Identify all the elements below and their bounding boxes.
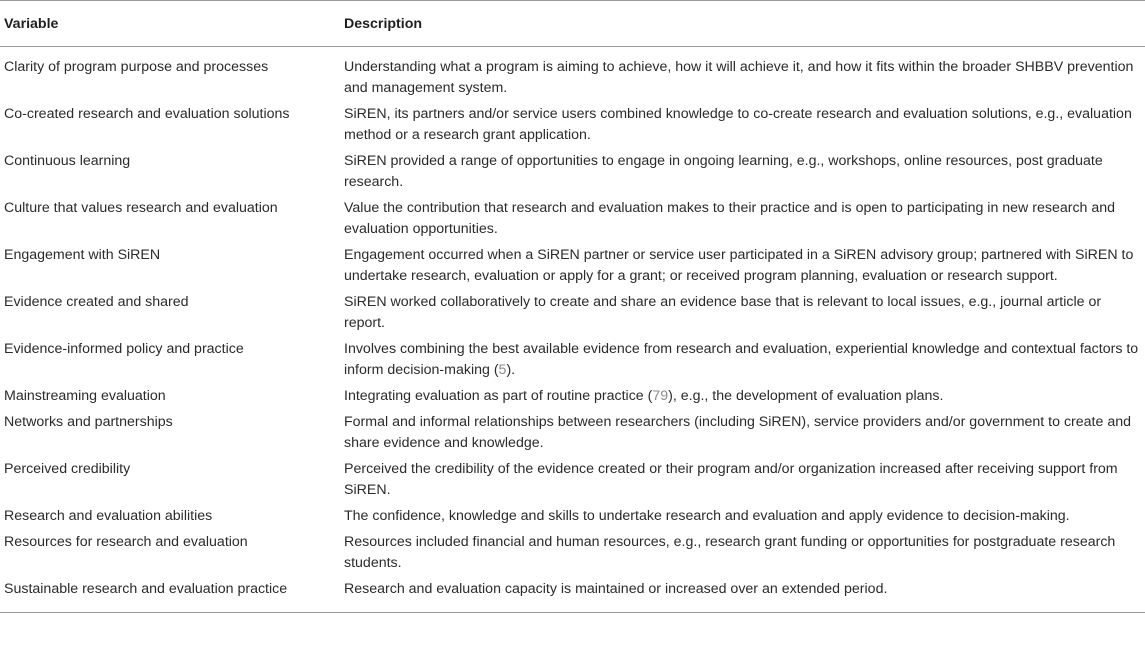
variable-cell: Evidence-informed policy and practice	[4, 341, 244, 357]
variable-cell: Clarity of program purpose and processes	[4, 59, 269, 75]
description-text: ).	[506, 362, 516, 378]
table-row	[0, 532, 1145, 579]
variable-cell: Sustainable research and evaluation practice	[0, 579, 344, 613]
variable-cell: Continuous learning	[4, 153, 131, 169]
citation-link[interactable]: 79	[652, 388, 669, 404]
description-cell: SiREN, its partners and/or service users combined knowledge to co-create research and evaluation solutions, e.g., evaluation method or a research grant application.	[344, 106, 1132, 143]
description-cell: Research and evaluation capacity is maintained or increased over an extended period.	[344, 579, 1145, 613]
table-row	[0, 151, 1145, 198]
table-row	[0, 506, 1145, 532]
variable-cell: Resources for research and evaluation	[4, 534, 248, 550]
table-row	[0, 198, 1145, 245]
table-row	[0, 104, 1145, 151]
description-cell: Engagement occurred when a SiREN partner or service user participated in a SiREN advisory group; partnered with SiREN to undertake research, evaluation or apply for a grant; or received program planning, evaluation or research support.	[344, 247, 1134, 284]
description-cell: Understanding what a program is aiming to achieve, how it will achieve it, and how it fits within the broader SHBBV prevention and management system.	[344, 59, 1134, 96]
variable-cell: Engagement with SiREN	[4, 247, 161, 263]
description-cell: The confidence, knowledge and skills to undertake research and evaluation and apply evidence to decision-making.	[344, 508, 1070, 524]
table-row	[0, 412, 1145, 459]
table-row	[0, 579, 1145, 613]
table-row	[0, 339, 1145, 386]
variable-cell: Co-created research and evaluation solutions	[4, 106, 290, 122]
table-row	[0, 47, 1145, 105]
variable-cell: Culture that values research and evaluation	[4, 200, 278, 216]
variable-cell: Research and evaluation abilities	[4, 508, 213, 524]
description-cell	[344, 386, 1145, 412]
variable-cell: Mainstreaming evaluation	[4, 388, 166, 404]
citation-link[interactable]: 5	[498, 362, 507, 378]
description-cell: Formal and informal relationships between researchers (including SiREN), service providers and/or government to create and share evidence and knowledge.	[344, 414, 1131, 451]
description-cell: Resources included financial and human resources, e.g., research grant funding or opportunities for postgraduate research students.	[344, 534, 1116, 571]
description-cell: Perceived the credibility of the evidence created or their program and/or organization increased after receiving support from SiREN.	[344, 461, 1118, 498]
description-cell	[344, 339, 1145, 386]
header-row	[0, 1, 1145, 47]
table-row	[0, 245, 1145, 292]
header-variable: Variable	[0, 1, 344, 47]
table-row	[0, 386, 1145, 412]
description-text: Involves combining the best available evidence from research and evaluation, experiential knowledge and contextual factors to inform decision-making (	[344, 341, 1139, 378]
table-header	[0, 1, 1145, 47]
header-description: Description	[344, 1, 1145, 47]
description-cell: SiREN provided a range of opportunities to engage in ongoing learning, e.g., workshops, online resources, post graduate research.	[344, 153, 1103, 190]
description-text: Integrating evaluation as part of routine practice (	[344, 388, 653, 404]
table-row	[0, 292, 1145, 339]
table-body	[0, 47, 1145, 613]
table-row	[0, 459, 1145, 506]
variable-cell: Evidence created and shared	[4, 294, 189, 310]
description-cell: Value the contribution that research and evaluation makes to their practice and is open to participating in new research and evaluation opportunities.	[344, 200, 1116, 237]
description-cell: SiREN worked collaboratively to create and share an evidence base that is relevant to local issues, e.g., journal article or report.	[344, 294, 1102, 331]
variable-cell: Networks and partnerships	[4, 414, 173, 430]
variable-cell: Perceived credibility	[4, 461, 131, 477]
description-text: ), e.g., the development of evaluation plans.	[668, 388, 944, 404]
